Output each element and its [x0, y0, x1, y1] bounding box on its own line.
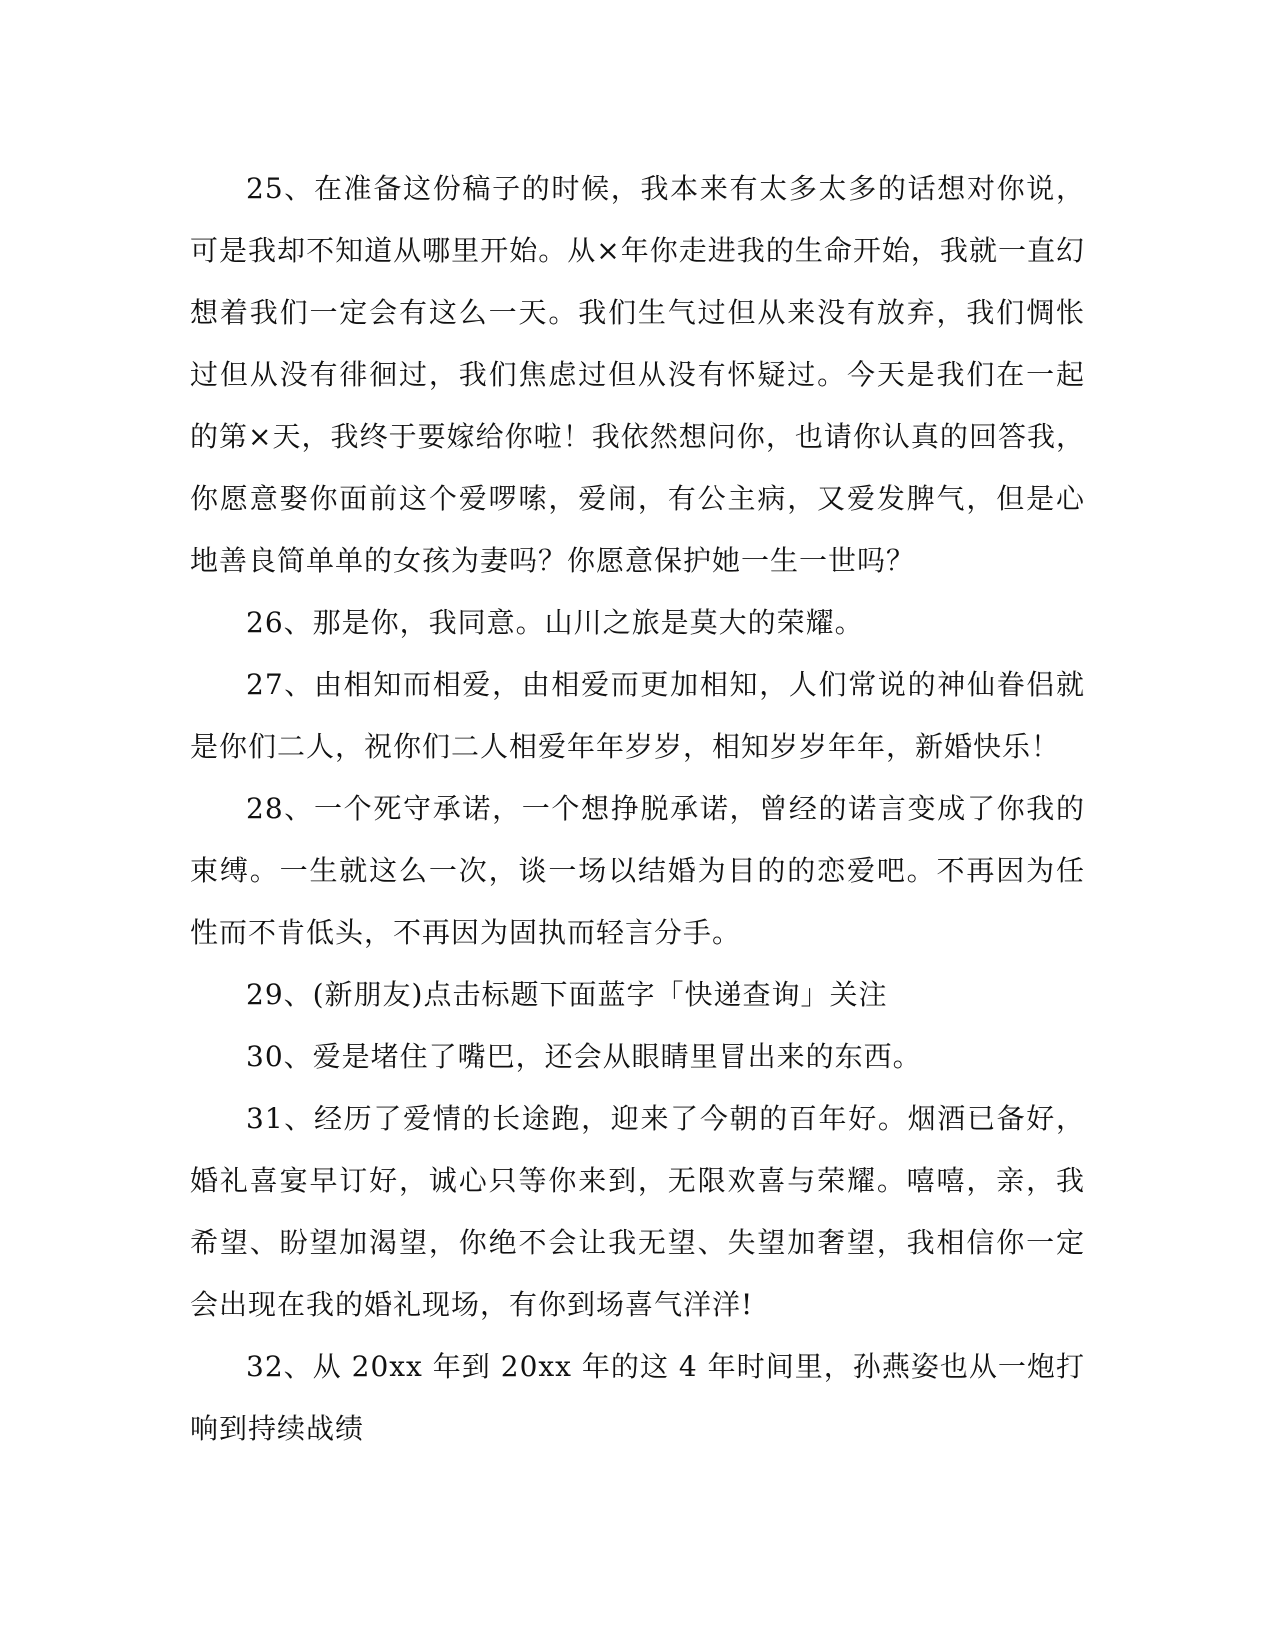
paragraph-26: 26、那是你，我同意。山川之旅是莫大的荣耀。	[246, 606, 864, 639]
paragraph-31: 31、经历了爱情的长途跑，迎来了今朝的百年好。烟酒已备好，婚礼喜宴早订好，诚心只等你来到，无限欢喜与荣耀。嘻嘻，亲，我希望、盼望加渴望，你绝不会让我无望、失望加奢望，我相信你一定会出现在我的婚礼现场，有你到场喜气洋洋!	[190, 1102, 1085, 1321]
paragraph-27: 27、由相知而相爱，由相爱而更加相知，人们常说的神仙眷侣就是你们二人，祝你们二人相爱年年岁岁，相知岁岁年年，新婚快乐！	[190, 668, 1085, 763]
paragraph-28: 28、一个死守承诺，一个想挣脱承诺，曾经的诺言变成了你我的束缚。一生就这么一次，谈一场以结婚为目的的恋爱吧。不再因为任性而不肯低头，不再因为固执而轻言分手。	[190, 792, 1085, 949]
document-body	[190, 158, 1085, 1460]
paragraph-29: 29、(新朋友)点击标题下面蓝字「快递查询」关注	[246, 978, 888, 1011]
paragraph-32: 32、从 20xx 年到 20xx 年的这 4 年时间里，孙燕姿也从一炮打响到持续战绩	[190, 1350, 1085, 1445]
paragraph-25: 25、在准备这份稿子的时候，我本来有太多太多的话想对你说，可是我却不知道从哪里开始。从×年你走进我的生命开始，我就一直幻想着我们一定会有这么一天。我们生气过但从来没有放弃，我们惆怅过但从没有徘徊过，我们焦虑过但从没有怀疑过。今天是我们在一起的第×天，我终于要嫁给你啦！我依然想问你，也请你认真的回答我，你愿意娶你面前这个爱啰嗦，爱闹，有公主病，又爱发脾气，但是心地善良简单单的女孩为妻吗？你愿意保护她一生一世吗？	[190, 172, 1085, 577]
paragraph-30: 30、爱是堵住了嘴巴，还会从眼睛里冒出来的东西。	[246, 1040, 922, 1073]
